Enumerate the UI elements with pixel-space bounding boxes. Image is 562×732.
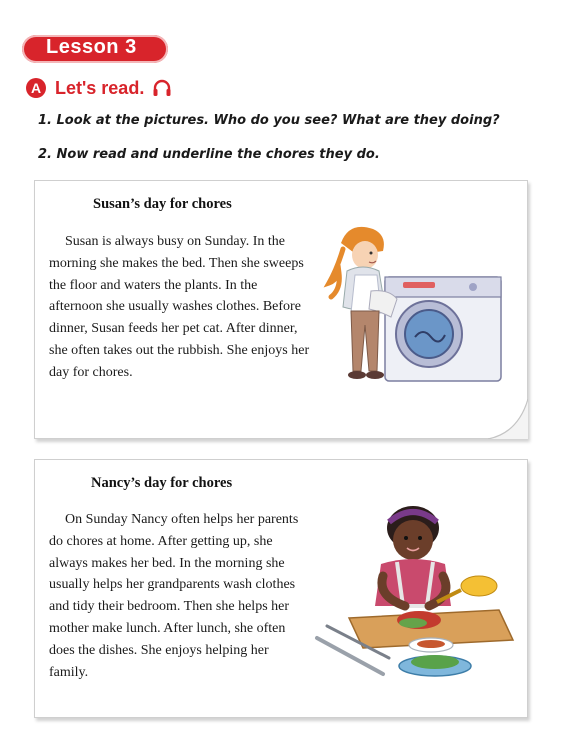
lesson-badge <box>22 35 168 63</box>
reading-card-susan <box>34 180 528 439</box>
card-text <box>49 509 311 683</box>
page-curl-decoration <box>488 399 528 439</box>
section-header <box>26 75 172 101</box>
section-letter: A <box>26 78 46 98</box>
card-title: Nancy’s day for chores <box>91 475 233 491</box>
instruction-1: 1. Look at the pictures. Who do you see? What are they doing? <box>38 113 500 128</box>
headphones-icon[interactable] <box>152 78 172 98</box>
lesson-label: Lesson 3 <box>46 36 137 58</box>
card-paragraph: Susan is always busy on Sunday. In the morning she makes the bed. Then she sweeps the floor and waters the plants. In the afternoon she usually washes clothes. Before dinner, Susan feeds her pet cat. After dinner, she often takes out the rubbish. She enjoys her day for chores. <box>49 234 310 380</box>
section-title: Let's read. <box>55 77 145 98</box>
card-paragraph: On Sunday Nancy often helps her parents do chores at home. After getting up, she always makes her bed. In the morning she usually helps her grandparents wash clothes and tidy their bedroom. Then she helps her mother make lunch. After lunch, she often does the dishes. She enjoys helping her family. <box>49 512 299 680</box>
card-title: Susan’s day for chores <box>93 196 232 212</box>
girl-making-lunch-illustration <box>309 498 523 678</box>
reading-card-nancy <box>34 459 528 718</box>
card-text <box>49 231 311 384</box>
instruction-2: 2. Now read and underline the chores they do. <box>38 147 380 162</box>
girl-at-washing-machine-illustration <box>313 219 509 409</box>
